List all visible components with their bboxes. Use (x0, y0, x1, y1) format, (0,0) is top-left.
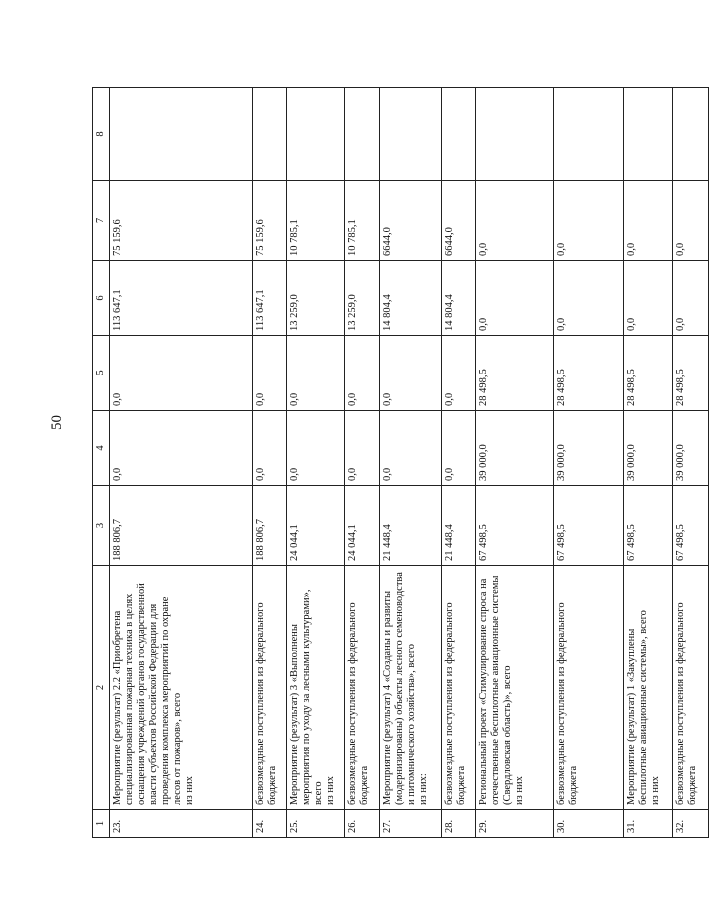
row-description (380, 566, 442, 810)
value-cell-c4: 0,0 (287, 411, 345, 486)
header-cell: 4 (93, 411, 110, 486)
value-cell-c4: 0,0 (110, 411, 253, 486)
value-cell-c3: 67 498,5 (554, 486, 624, 566)
row-description-text: Мероприятие (результат) 2.2 «Приобретена специализированная пожарная техника в целях оснащения учреждений органов государственной власти субъектов Российской Федерации для проведения комплекса мероприятий по охране лесов от пожаров», всего (112, 583, 183, 805)
value-cell-c4: 0,0 (345, 411, 380, 486)
value-cell-c6: 0,0 (624, 261, 673, 336)
header-cell: 1 (93, 810, 110, 838)
value-cell-c3: 67 498,5 (476, 486, 554, 566)
table-row (554, 88, 624, 838)
row-description (345, 566, 380, 810)
value-cell-c7: 0,0 (624, 181, 673, 261)
value-cell-c7: 6644,0 (380, 181, 442, 261)
value-cell-c7: 75 159,6 (110, 181, 253, 261)
value-cell-c8 (673, 88, 709, 181)
value-cell-c6: 14 804,4 (442, 261, 476, 336)
header-cell: 6 (93, 261, 110, 336)
row-description (110, 566, 253, 810)
row-number: 30. (554, 810, 624, 838)
table-row (380, 88, 442, 838)
value-cell-c4: 0,0 (380, 411, 442, 486)
value-cell-c8 (554, 88, 624, 181)
value-cell-c5: 28 498,5 (624, 336, 673, 411)
value-cell-c3: 67 498,5 (673, 486, 709, 566)
row-description (624, 566, 673, 810)
row-description-text: безвозмездные поступления из федерального бюджета (675, 602, 698, 805)
row-description-text: Мероприятие (результат) 3 «Выполнены мероприятия по уходу за лесными культурами», всего (289, 589, 324, 805)
value-cell-c5: 0,0 (110, 336, 253, 411)
row-description-text: Региональный проект «Стимулирование спроса на отечественные беспилотные авиационные системы (Свердловская область)», всего (478, 575, 513, 805)
value-cell-c3: 24 044,1 (345, 486, 380, 566)
row-number: 31. (624, 810, 673, 838)
table-row (476, 88, 554, 838)
value-cell-c7: 75 159,6 (253, 181, 287, 261)
value-cell-c4: 39 000,0 (476, 411, 554, 486)
value-cell-c5: 28 498,5 (554, 336, 624, 411)
value-cell-c3: 188 806,7 (253, 486, 287, 566)
value-cell-c7: 0,0 (554, 181, 624, 261)
value-cell-c3: 24 044,1 (287, 486, 345, 566)
row-number: 23. (110, 810, 253, 838)
table-row (345, 88, 380, 838)
table-row (442, 88, 476, 838)
value-cell-c6: 13 259,0 (345, 261, 380, 336)
value-cell-c6: 0,0 (476, 261, 554, 336)
value-cell-c5: 0,0 (287, 336, 345, 411)
value-cell-c5: 28 498,5 (673, 336, 709, 411)
value-cell-c6: 0,0 (554, 261, 624, 336)
row-description-text: безвозмездные поступления из федерального бюджета (347, 602, 370, 805)
value-cell-c6: 0,0 (673, 261, 709, 336)
value-cell-c8 (110, 88, 253, 181)
row-number: 26. (345, 810, 380, 838)
row-description-text: Мероприятие (результат) 1 «Закуплены беспилотные авиационные системы», всего (626, 610, 649, 805)
value-cell-c8 (624, 88, 673, 181)
row-description (287, 566, 345, 810)
value-cell-c3: 21 448,4 (442, 486, 476, 566)
value-cell-c5: 0,0 (380, 336, 442, 411)
header-row (93, 88, 110, 838)
row-description-subnote: из них: (418, 773, 429, 805)
value-cell-c5: 28 498,5 (476, 336, 554, 411)
value-cell-c7: 10 785,1 (287, 181, 345, 261)
value-cell-c3: 188 806,7 (110, 486, 253, 566)
value-cell-c4: 39 000,0 (624, 411, 673, 486)
row-number: 29. (476, 810, 554, 838)
row-description-text: безвозмездные поступления из федерального бюджета (556, 602, 579, 805)
value-cell-c6: 113 647,1 (110, 261, 253, 336)
row-description (442, 566, 476, 810)
value-cell-c8 (380, 88, 442, 181)
row-number: 25. (287, 810, 345, 838)
row-description-text: безвозмездные поступления из федерального бюджета (444, 602, 467, 805)
value-cell-c6: 14 804,4 (380, 261, 442, 336)
value-cell-c4: 39 000,0 (673, 411, 709, 486)
value-cell-c5: 0,0 (442, 336, 476, 411)
row-description-subnote: из них (650, 776, 661, 805)
row-description-subnote: из них (514, 776, 525, 805)
header-cell: 3 (93, 486, 110, 566)
row-description-text: безвозмездные поступления из федерального бюджета (255, 602, 278, 805)
value-cell-c5: 0,0 (345, 336, 380, 411)
row-description-subnote: из них (184, 776, 195, 805)
row-description (476, 566, 554, 810)
value-cell-c5: 0,0 (253, 336, 287, 411)
value-cell-c8 (287, 88, 345, 181)
page-number: 50 (49, 415, 65, 430)
header-cell: 7 (93, 181, 110, 261)
row-description (253, 566, 287, 810)
value-cell-c6: 13 259,0 (287, 261, 345, 336)
row-number: 24. (253, 810, 287, 838)
value-cell-c8 (253, 88, 287, 181)
row-description-text: Мероприятие (результат) 4 «Созданы и развиты (модернизированы) объекты лесного семеноводства и питомнического хозяйства», всего (382, 572, 417, 805)
row-description-subnote: из них (325, 776, 336, 805)
value-cell-c8 (345, 88, 380, 181)
value-cell-c4: 39 000,0 (554, 411, 624, 486)
header-cell: 2 (93, 566, 110, 810)
row-number: 32. (673, 810, 709, 838)
value-cell-c3: 67 498,5 (624, 486, 673, 566)
row-number: 27. (380, 810, 442, 838)
value-cell-c4: 0,0 (253, 411, 287, 486)
header-cell: 8 (93, 88, 110, 181)
table-row (673, 88, 709, 838)
header-cell: 5 (93, 336, 110, 411)
table-row (624, 88, 673, 838)
table-row (110, 88, 253, 838)
rotated-table-container (92, 88, 698, 838)
value-cell-c7: 0,0 (476, 181, 554, 261)
table-row (253, 88, 287, 838)
row-number: 28. (442, 810, 476, 838)
table-row (287, 88, 345, 838)
value-cell-c3: 21 448,4 (380, 486, 442, 566)
value-cell-c8 (476, 88, 554, 181)
value-cell-c8 (442, 88, 476, 181)
value-cell-c6: 113 647,1 (253, 261, 287, 336)
value-cell-c7: 0,0 (673, 181, 709, 261)
value-cell-c7: 10 785,1 (345, 181, 380, 261)
row-description (673, 566, 709, 810)
row-description (554, 566, 624, 810)
value-cell-c4: 0,0 (442, 411, 476, 486)
value-cell-c7: 6644,0 (442, 181, 476, 261)
budget-table (92, 87, 709, 838)
